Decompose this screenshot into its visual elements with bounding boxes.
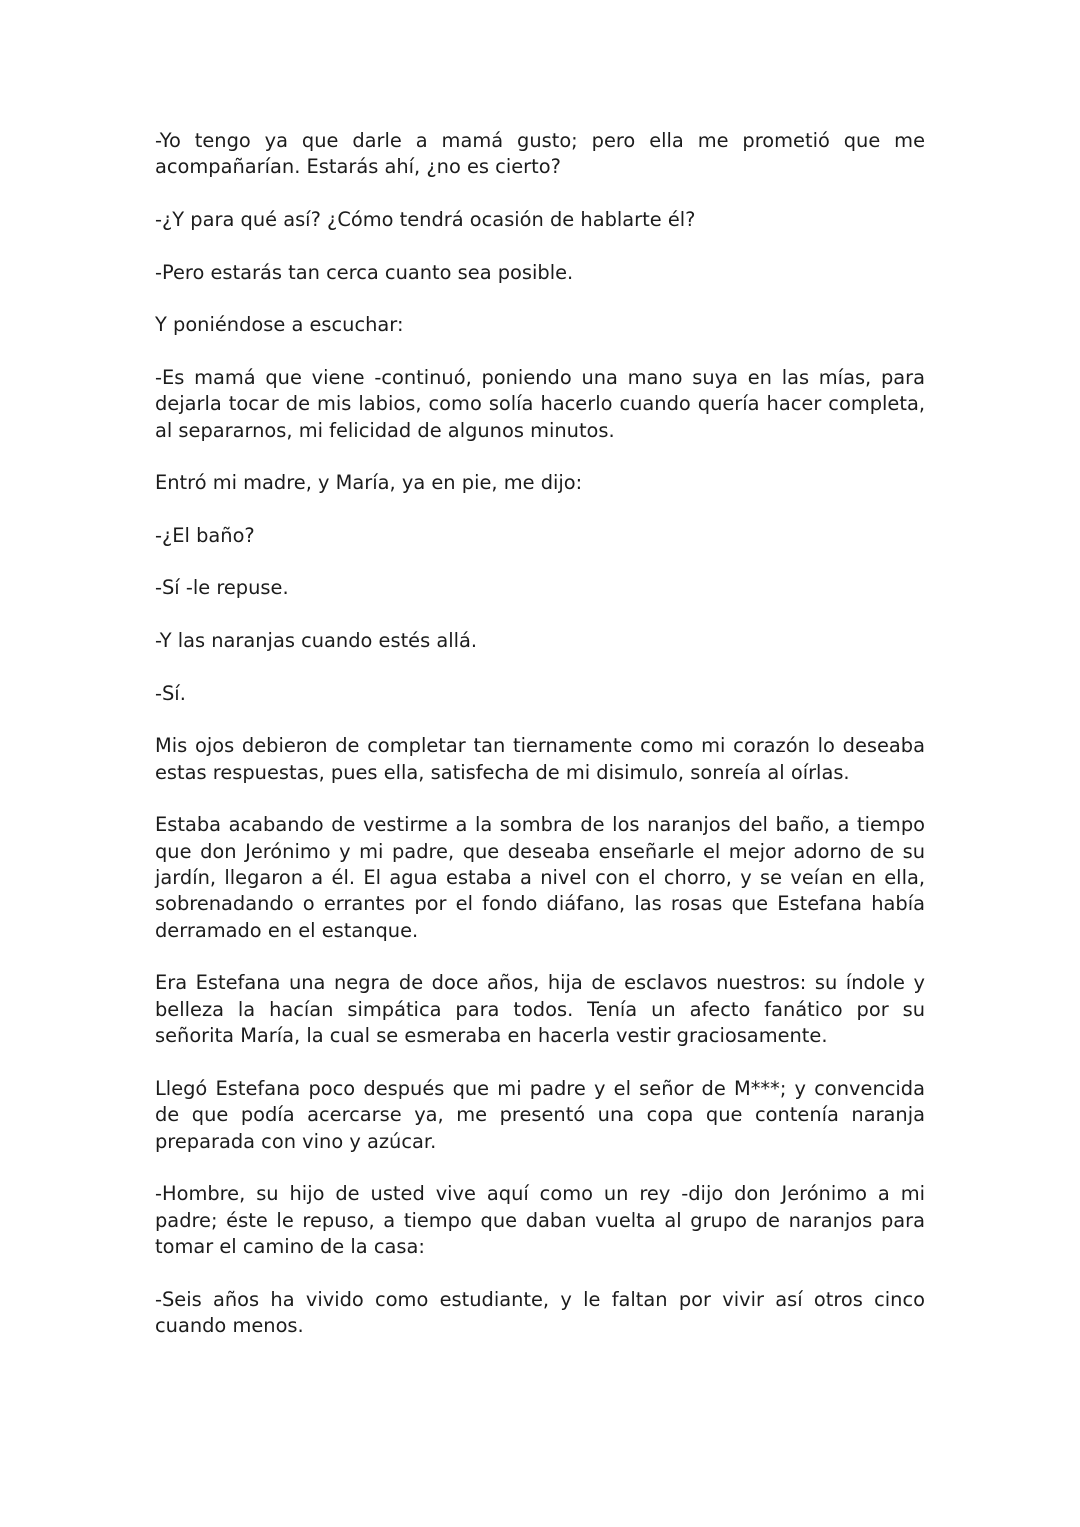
paragraph-dialogue-9: -Hombre, su hijo de usted vive aquí como un rey -dijo don Jerónimo a mi padre; éste le repuso, a tiempo que daban vuelta al grupo de naranjos para tomar el camino de la casa: xyxy=(155,1182,925,1258)
paragraph-narration-4: Estaba acabando de vestirme a la sombra de los naranjos del baño, a tiempo que don Jerónimo y mi padre, que deseaba enseñarle el mejor adorno de su jardín, llegaron a él. El agua estaba a nivel con el chorro, y se veían en ella, sobrenadando o errantes por el fondo diáfano, las rosas que Estefana había derramado en el estanque. xyxy=(155,813,925,942)
paragraph-dialogue-3: -Pero estarás tan cerca cuanto sea posible. xyxy=(155,260,574,284)
paragraph-dialogue-8: -Sí. xyxy=(155,681,186,705)
paragraph-narration-6: Llegó Estefana poco después que mi padre y el señor de M***; y convencida de que podía acercarse ya, me presentó una copa que contenía naranja preparada con vino y azúcar. xyxy=(155,1076,925,1153)
paragraph-dialogue-6: -Sí -le repuse. xyxy=(155,576,289,600)
paragraph-dialogue-7: -Y las naranjas cuando estés allá. xyxy=(155,628,478,652)
paragraph-narration-3: Mis ojos debieron de completar tan tiernamente como mi corazón lo deseaba estas respuestas, pues ella, satisfecha de mi disimulo, sonreía al oírlas. xyxy=(155,734,925,784)
paragraph-dialogue-4: -Es mamá que viene -continuó, poniendo una mano suya en las mías, para dejarla tocar de mis labios, como solía hacerlo cuando quería hacer completa, al separarnos, mi felicidad de algunos minutos. xyxy=(155,365,925,442)
paragraph-narration-2: Entró mi madre, y María, ya en pie, me dijo: xyxy=(155,471,583,495)
paragraph-narration-5: Era Estefana una negra de doce años, hija de esclavos nuestros: su índole y belleza la hacían simpática para todos. Tenía un afecto fanático por su señorita María, la cual se esmeraba en hacerla vestir graciosamente. xyxy=(155,971,925,1048)
paragraph-dialogue-10: -Seis años ha vivido como estudiante, y le faltan por vivir así otros cinco cuando menos. xyxy=(155,1287,925,1337)
paragraph-dialogue-1: -Yo tengo ya que darle a mamá gusto; pero ella me prometió que me acompañarían. Estarás ahí, ¿no es cierto? xyxy=(155,129,925,179)
paragraph-narration-1: Y poniéndose a escuchar: xyxy=(155,313,404,337)
document-page xyxy=(155,128,925,1366)
paragraph-dialogue-5: -¿El baño? xyxy=(155,523,255,547)
paragraph-dialogue-2: -¿Y para qué así? ¿Cómo tendrá ocasión de hablarte él? xyxy=(155,208,696,231)
